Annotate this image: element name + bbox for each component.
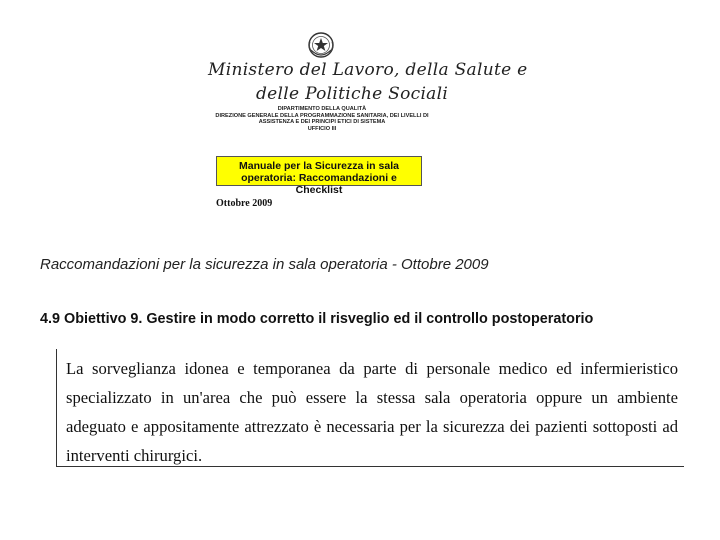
ministry-name-line-2: delle Politiche Sociali (256, 84, 449, 104)
italian-republic-emblem-icon (306, 30, 336, 60)
ministry-name-line-1: Ministero del Lavoro, della Salute e (208, 60, 528, 80)
department-block (206, 106, 438, 132)
section-body-text: La sorveglianza idonea e temporanea da parte di personale medico ed infermieristico specializzato in un'area che può essere la stessa sala operatoria oppure un ambiente adeguato e appositamente attrezzato è necessaria per la sicurezza dei pazienti sottoposti ad interventi chirurgici. (66, 359, 678, 465)
department-line: ASSISTENZA E DEI PRINCIPI ETICI DI SISTEMA (258, 119, 386, 126)
running-header: Raccomandazioni per la sicurezza in sala operatoria - Ottobre 2009 (40, 256, 489, 273)
department-line: DIPARTIMENTO DELLA QUALITÀ (277, 106, 367, 112)
department-line: UFFICIO III (307, 125, 337, 132)
manual-date: Ottobre 2009 (216, 198, 273, 209)
department-line: DIREZIONE GENERALE DELLA PROGRAMMAZIONE SANITARIA, DEI LIVELLI DI (215, 112, 429, 119)
manual-title-box: Manuale per la Sicurezza in sala operatoria: Raccomandazioni e Checklist (216, 156, 422, 186)
section-heading: 4.9 Obiettivo 9. Gestire in modo corretto il risveglio ed il controllo postoperatorio (40, 311, 594, 327)
